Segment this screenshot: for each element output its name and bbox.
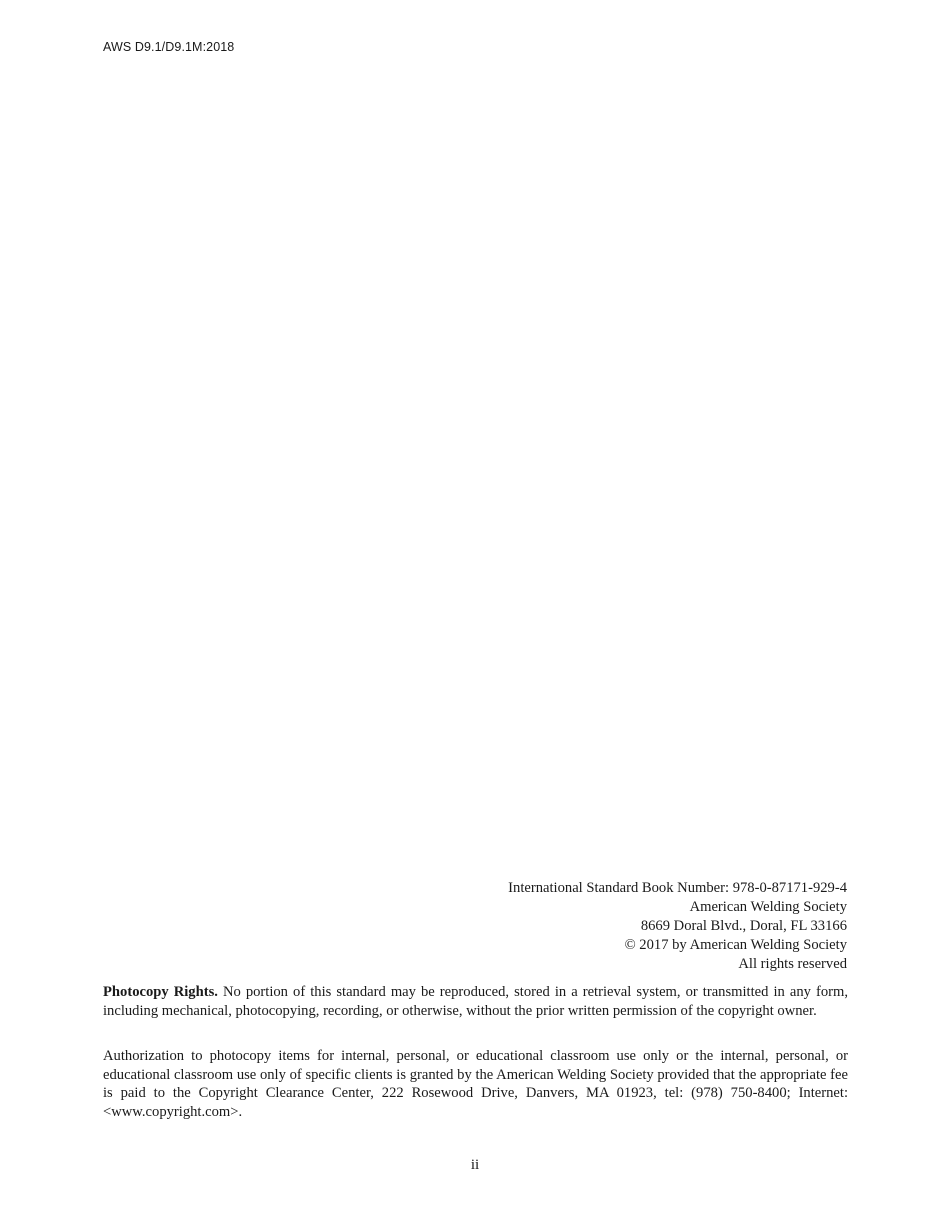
page-number: ii <box>470 1157 480 1173</box>
rights-line: All rights reserved <box>738 956 847 972</box>
photocopy-rights-text: No portion of this standard may be reproduced, stored in a retrieval system, or transmitted in any form, including mechanical, photocopying, recording, or otherwise, without the prior written permission of the copyright owner. <box>103 984 848 1019</box>
address-line: 8669 Doral Blvd., Doral, FL 33166 <box>640 918 847 934</box>
copyright-line: © 2017 by American Welding Society <box>624 937 847 953</box>
authorization-paragraph: Authorization to photocopy items for internal, personal, or educational classroom use only or the internal, personal, or educational classroom use only of specific clients is granted by the American Welding Society provided that the appropriate fee is paid to the Copyright Clearance Center, 222 Rosewood Drive, Danvers, MA 01923, tel: (978) 750-8400; Internet: <www.copyright.com>. <box>103 1048 848 1120</box>
running-head: AWS D9.1/D9.1M:2018 <box>103 40 235 54</box>
colophon-block <box>508 879 847 974</box>
isbn-line: International Standard Book Number: 978-0-87171-929-4 <box>508 880 847 896</box>
photocopy-rights-heading: Photocopy Rights. <box>103 984 218 1000</box>
photocopy-rights-paragraph <box>103 983 848 1020</box>
publisher-line: American Welding Society <box>689 899 847 915</box>
